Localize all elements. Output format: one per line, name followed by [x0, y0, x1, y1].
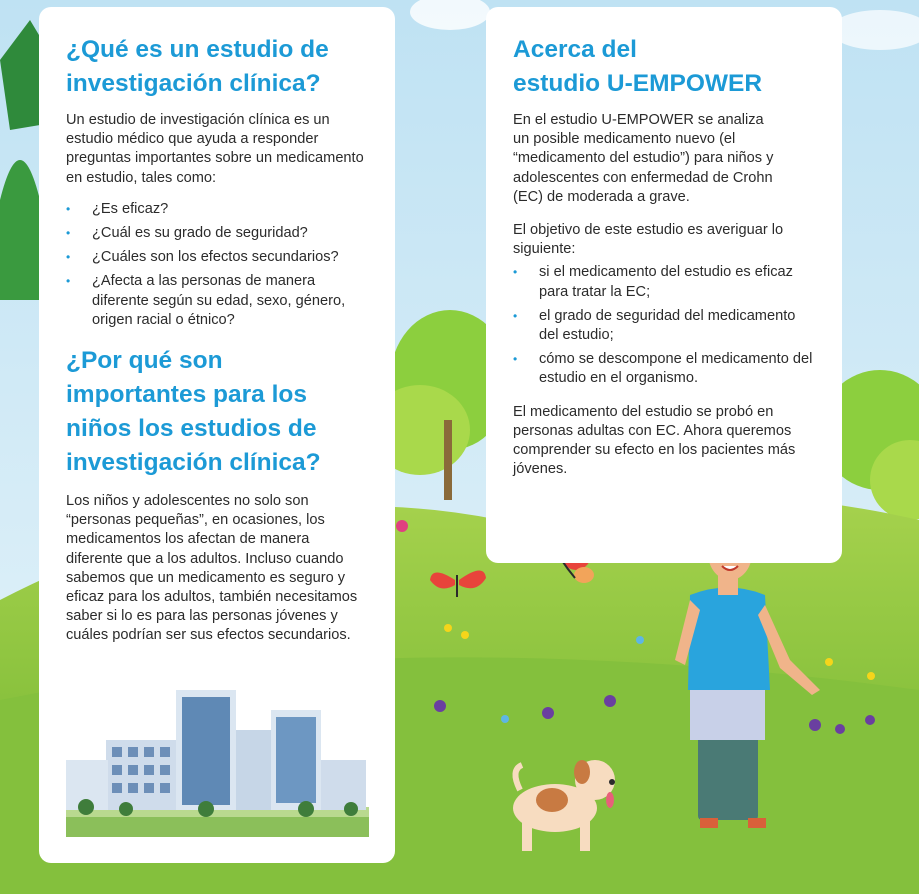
conclusion-paragraph: El medicamento del estudio se probó en personas adultas con EC. Ahora queremos comprender su efecto en los pacientes más jóvenes. [513, 403, 796, 478]
list-item: • ¿Cuáles son los efectos secundarios? [66, 248, 369, 267]
butterfly-icon [396, 520, 408, 532]
list-item: • ¿Es eficaz? [66, 200, 369, 219]
list-item: • ¿Cuál es su grado de seguridad? [66, 224, 369, 243]
right-info-card [486, 7, 842, 563]
heading-line: niños los estudios de [66, 415, 317, 443]
objectives-list [513, 263, 818, 388]
list-item: • el grado de seguridad del medicamento del estudio; [513, 307, 818, 345]
intro-paragraph: Un estudio de investigación clínica es un estudio médico que ayuda a responder preguntas importantes sobre un medicamento en estudio, tales como: [66, 112, 364, 186]
questions-list [66, 200, 369, 330]
heading-line: estudio U-EMPOWER [513, 70, 763, 97]
building-illustration [66, 685, 369, 837]
list-item: • si el medicamento del estudio es eficaz para tratar la EC; [513, 263, 818, 301]
study-description-paragraph: En el estudio U-EMPOWER se analiza un posible medicamento nuevo (el “medicamento del estudio”) para niños y adolescentes con enfermedad de Crohn (EC) de moderada a grave. [513, 112, 774, 205]
section-heading-why-important [66, 344, 369, 480]
heading-line: investigación clínica? [66, 70, 321, 97]
section-heading-about-study [513, 33, 818, 101]
heading-line: Acerca del [513, 36, 637, 63]
objective-paragraph: El objetivo de este estudio es averiguar lo siguiente: [513, 222, 784, 258]
heading-line: ¿Por qué son [66, 347, 223, 375]
heading-line: investigación clínica? [66, 449, 321, 477]
list-item: • cómo se descompone el medicamento del estudio en el organismo. [513, 350, 818, 388]
list-item: • ¿Afecta a las personas de manera diferente según su edad, sexo, género, origen racial o étnico? [66, 272, 369, 330]
section-heading-what-is-study [66, 33, 369, 101]
heading-line: importantes para los [66, 381, 307, 409]
heading-line: ¿Qué es un estudio de [66, 36, 329, 63]
why-important-paragraph: Los niños y adolescentes no solo son “personas pequeñas”, en ocasiones, los medicamentos los afectan de manera diferente que a los adultos. Incluso cuando sabemos que un medicamento es seguro y eficaz para los adultos, también necesitamos saber si lo es para las personas jóvenes y cuáles podrían ser sus efectos secundarios. [66, 493, 358, 644]
